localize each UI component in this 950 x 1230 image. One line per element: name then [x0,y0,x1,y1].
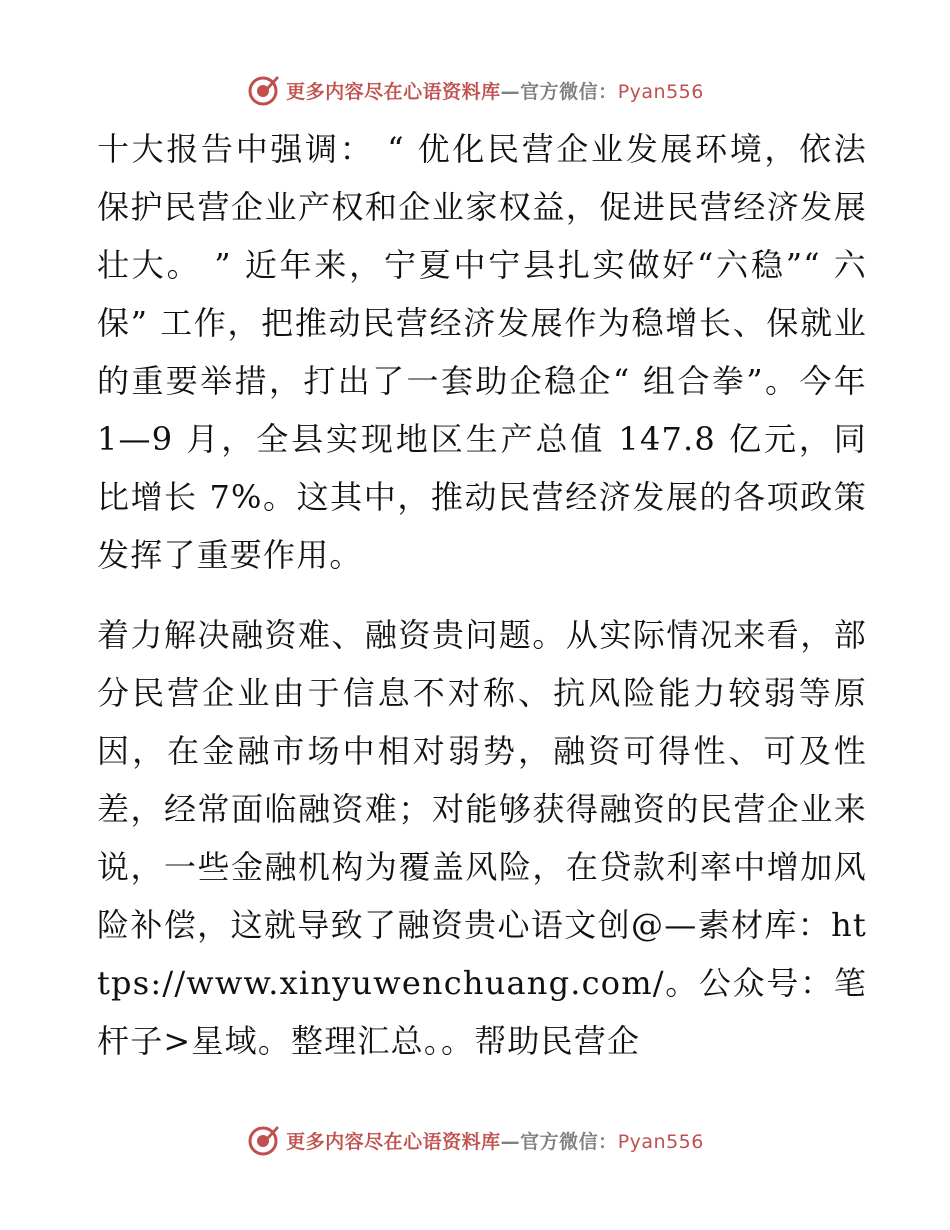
footer-banner-text [286,1127,704,1154]
header-contact-label: 官方微信： [520,80,618,103]
footer-contact-label: 官方微信： [520,1130,618,1153]
footer-banner [0,1120,950,1160]
document-body [97,120,867,1070]
header-contact-id: Pyan556 [617,80,704,103]
footer-contact-id: Pyan556 [617,1130,704,1153]
header-banner-text [286,77,704,104]
pen-logo-icon [246,1123,280,1157]
footer-site-text: 更多内容尽在心语资料库 [286,1130,501,1153]
header-site-text: 更多内容尽在心语资料库 [286,80,501,103]
header-separator: — [500,80,521,103]
pen-logo-icon [246,73,280,107]
body-paragraph-2: 着力解决融资难、融资贵问题。从实际情况来看，部分民营企业由于信息不对称、抗风险能力较弱等原因，在金融市场中相对弱势，融资可得性、可及性差，经常面临融资难；对能够获得融资的民营企业来说，一些金融机构为覆盖风险，在贷款利率中增加风险补偿，这就导致了融资贵心语文创@—素材库：https://www.xinyuwenchuang.com/。公众号：笔杆子>星域。整理汇总。。帮助民营企 [97,616,867,1060]
body-paragraph-1: 十大报告中强调： “ 优化民营企业发展环境，依法保护民营企业产权和企业家权益，促进民营经济发展壮大。 ” 近年来，宁夏中宁县扎实做好“六稳”“ 六保” 工作，把推动民营经济发展作为稳增长、保就业的重要举措，打出了一套助企稳企“ 组合拳”。今年 1—9 月，全县实现地区生产总值 147.8 亿元，同比增长 7%。这其中，推动民营经济发展的各项政策发挥了重要作用。 [97,130,867,574]
header-banner [0,70,950,110]
footer-separator: — [500,1130,521,1153]
